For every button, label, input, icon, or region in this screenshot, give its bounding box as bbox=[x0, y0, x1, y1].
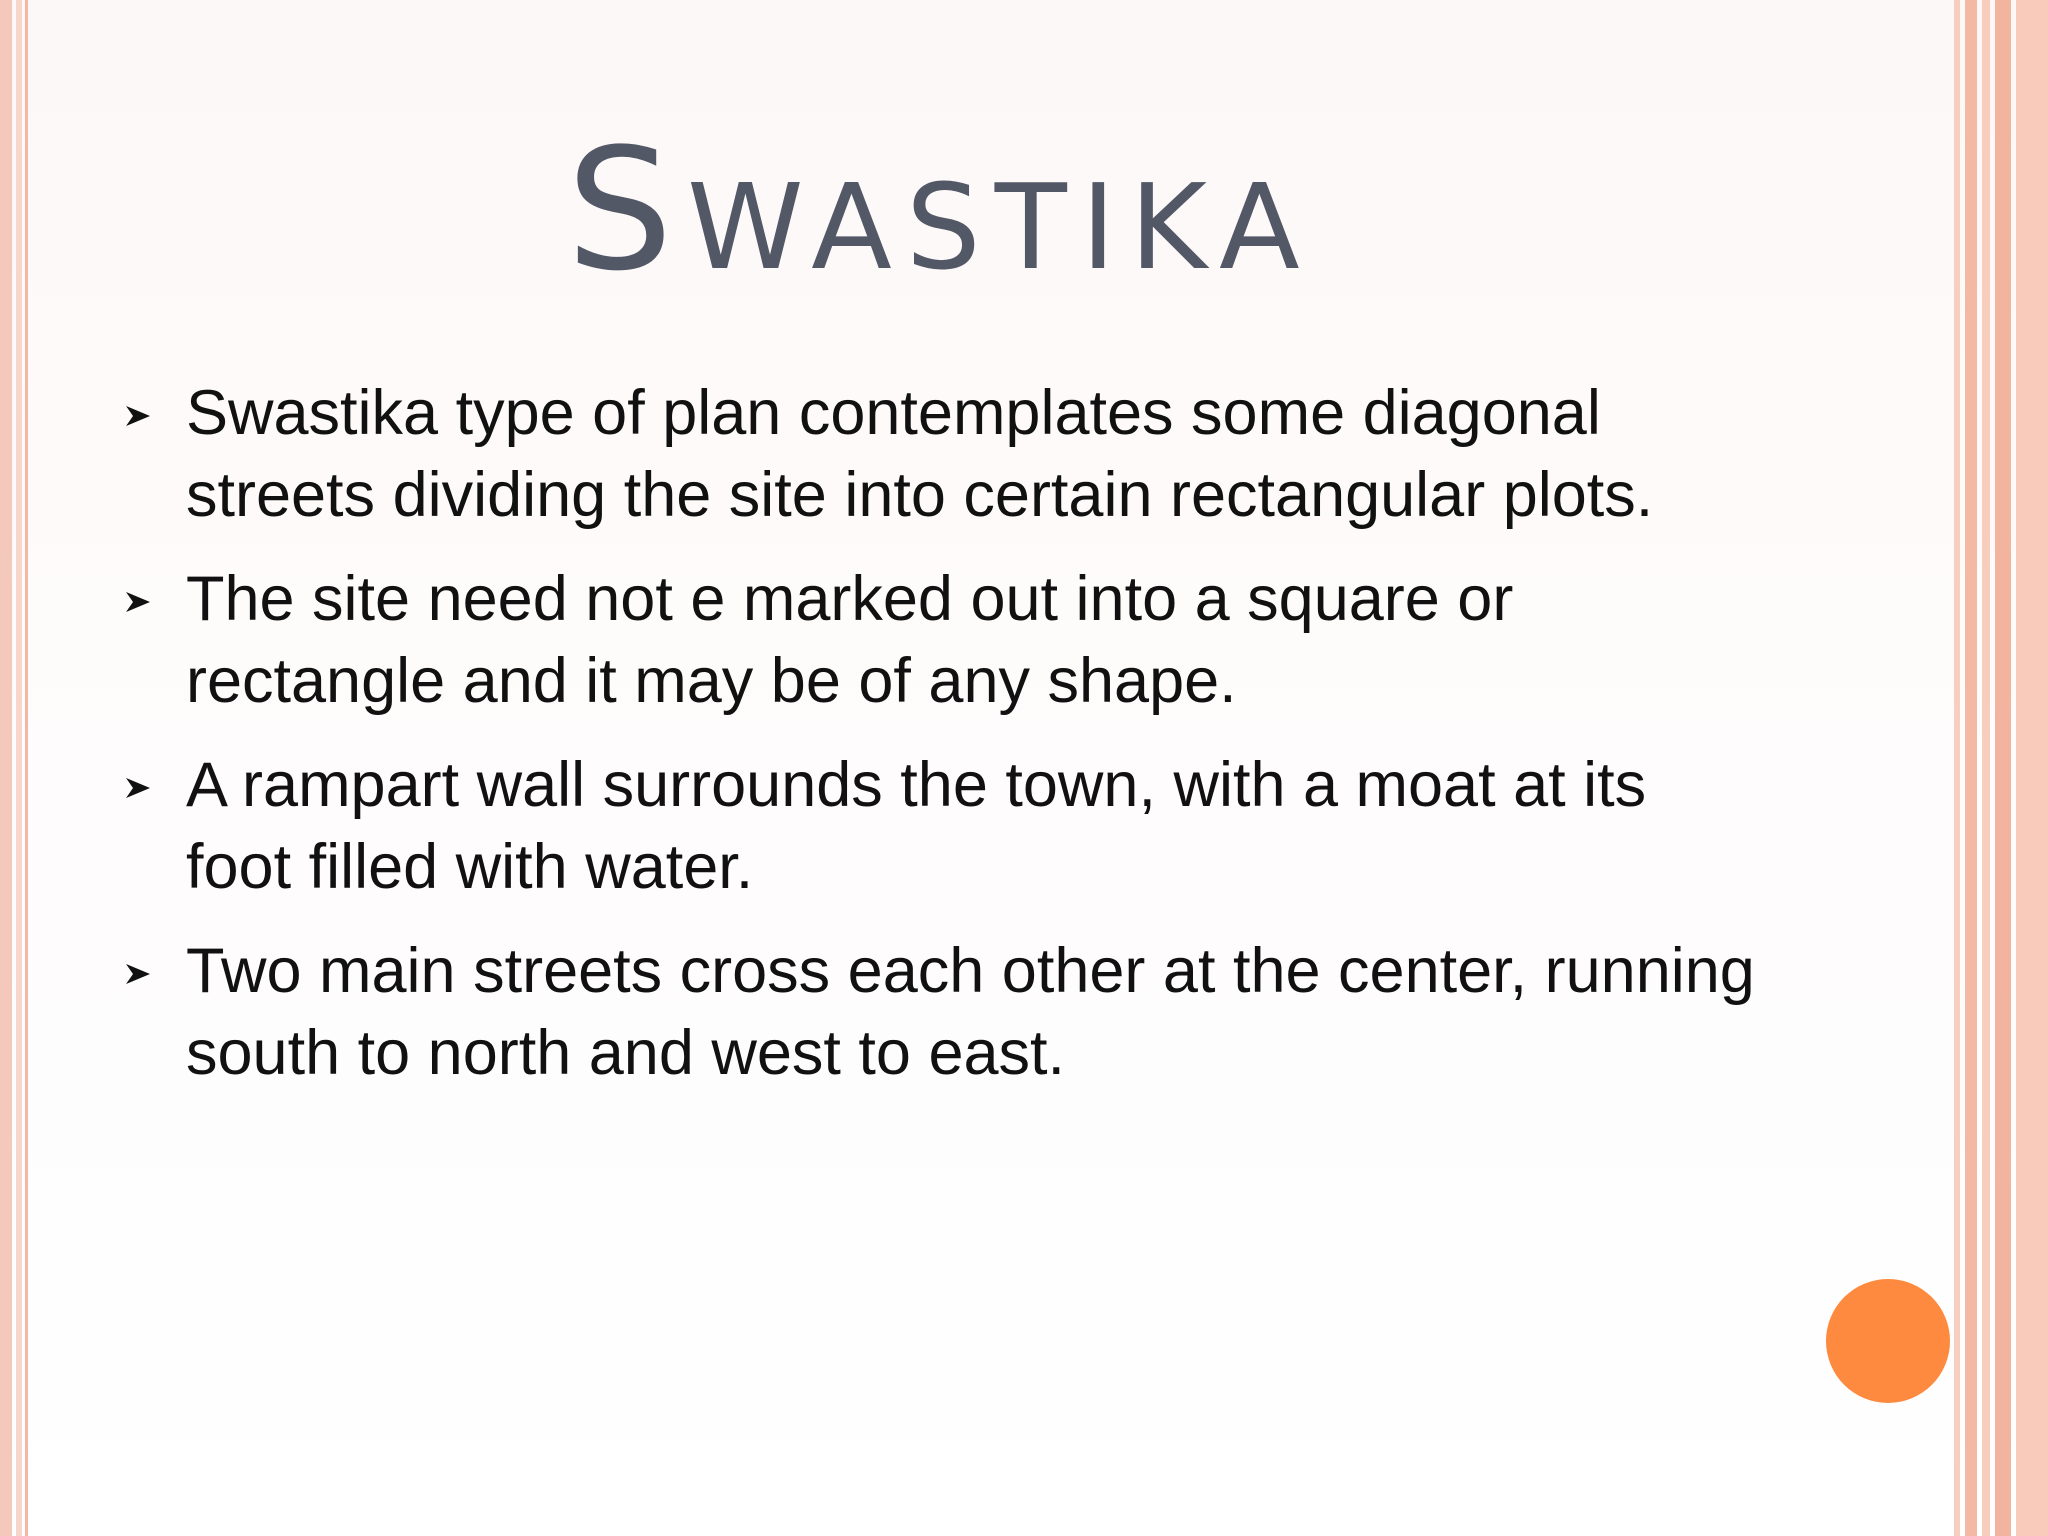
bullet-item bbox=[120, 930, 1760, 1094]
right-border-stripe bbox=[1954, 0, 1960, 1536]
right-border-stripe bbox=[1995, 0, 2011, 1536]
right-border-stripe bbox=[2016, 0, 2048, 1536]
bullet-item bbox=[120, 372, 1760, 536]
arrowhead-bullet-icon bbox=[124, 404, 152, 428]
right-border-stripe bbox=[1982, 0, 1990, 1536]
arrowhead-bullet-icon bbox=[124, 776, 152, 800]
bullet-text: Swastika type of plan contemplates some diagonal streets dividing the site into certain rectangular plots. bbox=[186, 378, 1654, 530]
orange-circle-decoration bbox=[1826, 1279, 1950, 1403]
right-border-stripe bbox=[1965, 0, 1977, 1536]
slide-title: Swastika bbox=[566, 112, 1314, 308]
bullet-item bbox=[120, 744, 1760, 908]
bullet-text: The site need not e marked out into a square or rectangle and it may be of any shape. bbox=[186, 564, 1514, 716]
bullet-item bbox=[120, 558, 1760, 722]
arrowhead-bullet-icon bbox=[124, 590, 152, 614]
arrowhead-bullet-icon bbox=[124, 962, 152, 986]
bullet-text: Two main streets cross each other at the center, running south to north and west to east. bbox=[186, 936, 1755, 1088]
bullet-text: A rampart wall surrounds the town, with a moat at its foot filled with water. bbox=[186, 750, 1647, 902]
bullet-list bbox=[120, 372, 1760, 1116]
